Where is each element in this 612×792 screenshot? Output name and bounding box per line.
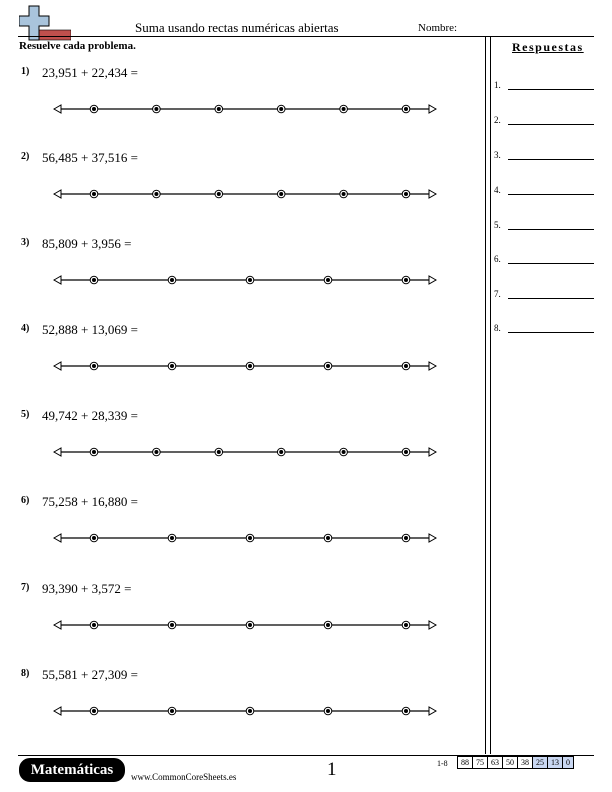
score-cell: 88	[458, 757, 473, 769]
answer-row-7	[494, 289, 594, 305]
problem-expression: 49,742 + 28,339 =	[42, 408, 138, 423]
problem-8	[0, 668, 480, 748]
instructions: Resuelve cada problema.	[19, 40, 136, 52]
number-line-point[interactable]	[90, 707, 98, 715]
problem-expression: 55,581 + 27,309 =	[42, 667, 138, 682]
left-arrow-icon	[54, 707, 61, 715]
answer-number: 2.	[494, 115, 501, 125]
right-arrow-icon	[429, 621, 436, 629]
number-line-point[interactable]	[90, 276, 98, 284]
open-number-line	[40, 528, 450, 548]
number-line-point[interactable]	[340, 190, 348, 198]
score-cell: 38	[518, 757, 533, 769]
left-arrow-icon	[54, 534, 61, 542]
number-line-point[interactable]	[402, 707, 410, 715]
problem-1	[0, 66, 480, 146]
open-number-line	[40, 270, 450, 290]
left-arrow-icon	[54, 276, 61, 284]
score-label: 1-8	[437, 759, 448, 768]
answer-blank[interactable]	[508, 124, 594, 125]
number-line-point[interactable]	[168, 621, 176, 629]
answer-blank[interactable]	[508, 298, 594, 299]
number-line-point[interactable]	[90, 534, 98, 542]
number-line-point[interactable]	[340, 105, 348, 113]
page-title: Suma usando rectas numéricas abiertas	[135, 20, 339, 35]
answer-row-5	[494, 220, 594, 236]
answer-blank[interactable]	[508, 159, 594, 160]
left-arrow-icon	[54, 190, 61, 198]
answer-blank[interactable]	[508, 263, 594, 264]
right-arrow-icon	[429, 362, 436, 370]
problem-4	[0, 323, 480, 403]
score-cell: 75	[473, 757, 488, 769]
problem-3	[0, 237, 480, 317]
score-table	[457, 756, 574, 769]
problem-expression: 75,258 + 16,880 =	[42, 494, 138, 509]
score-cell: 50	[503, 757, 518, 769]
score-cell: 25	[533, 757, 548, 769]
number-line-point[interactable]	[90, 190, 98, 198]
answer-blank[interactable]	[508, 229, 594, 230]
number-line-point[interactable]	[246, 621, 254, 629]
problem-expression: 56,485 + 37,516 =	[42, 150, 138, 165]
answer-number: 4.	[494, 185, 501, 195]
number-line-point[interactable]	[90, 621, 98, 629]
number-line-point[interactable]	[402, 534, 410, 542]
answer-row-1	[494, 80, 594, 96]
problem-number: 2)	[21, 151, 30, 162]
answer-number: 6.	[494, 254, 501, 264]
answer-number: 8.	[494, 323, 501, 333]
right-arrow-icon	[429, 105, 436, 113]
problem-5	[0, 409, 480, 489]
number-line-point[interactable]	[153, 190, 161, 198]
answer-blank[interactable]	[508, 194, 594, 195]
problem-number: 7)	[21, 582, 30, 593]
answer-row-8	[494, 323, 594, 339]
problem-expression: 85,809 + 3,956 =	[42, 236, 132, 251]
answer-number: 5.	[494, 220, 501, 230]
number-line-point[interactable]	[90, 362, 98, 370]
number-line-point[interactable]	[340, 448, 348, 456]
answer-row-2	[494, 115, 594, 131]
open-number-line	[40, 99, 450, 119]
answer-number: 3.	[494, 150, 501, 160]
left-arrow-icon	[54, 448, 61, 456]
number-line-point[interactable]	[246, 707, 254, 715]
answer-row-3	[494, 150, 594, 166]
number-line-point[interactable]	[277, 448, 285, 456]
problem-number: 6)	[21, 495, 30, 506]
right-arrow-icon	[429, 534, 436, 542]
number-line-point[interactable]	[324, 621, 332, 629]
problem-number: 1)	[21, 66, 30, 77]
problem-6	[0, 495, 480, 575]
number-line-point[interactable]	[246, 362, 254, 370]
number-line-point[interactable]	[402, 105, 410, 113]
answer-row-4	[494, 185, 594, 201]
number-line-point[interactable]	[277, 105, 285, 113]
number-line-point[interactable]	[168, 534, 176, 542]
open-number-line	[40, 615, 450, 635]
number-line-point[interactable]	[153, 105, 161, 113]
number-line-point[interactable]	[246, 276, 254, 284]
open-number-line	[40, 701, 450, 721]
score-cell: 13	[548, 757, 563, 769]
right-arrow-icon	[429, 707, 436, 715]
answer-number: 7.	[494, 289, 501, 299]
number-line-point[interactable]	[215, 105, 223, 113]
problem-number: 5)	[21, 409, 30, 420]
number-line-point[interactable]	[90, 448, 98, 456]
answer-blank[interactable]	[508, 89, 594, 90]
problem-expression: 23,951 + 22,434 =	[42, 65, 138, 80]
number-line-point[interactable]	[90, 105, 98, 113]
problem-expression: 52,888 + 13,069 =	[42, 322, 138, 337]
right-arrow-icon	[429, 190, 436, 198]
column-divider	[485, 36, 491, 754]
problem-7	[0, 582, 480, 662]
number-line-point[interactable]	[168, 707, 176, 715]
left-arrow-icon	[54, 362, 61, 370]
open-number-line	[40, 184, 450, 204]
header-rule	[18, 36, 594, 37]
right-arrow-icon	[429, 276, 436, 284]
number-line-point[interactable]	[153, 448, 161, 456]
site-url[interactable]: www.CommonCoreSheets.es	[131, 772, 237, 782]
answers-title: Respuestas	[512, 40, 584, 54]
number-line-point[interactable]	[324, 534, 332, 542]
brand-badge: Matemáticas	[19, 758, 125, 782]
right-arrow-icon	[429, 448, 436, 456]
problem-number: 3)	[21, 237, 30, 248]
problem-2	[0, 151, 480, 231]
left-arrow-icon	[54, 621, 61, 629]
problem-number: 8)	[21, 668, 30, 679]
problem-expression: 93,390 + 3,572 =	[42, 581, 132, 596]
answer-row-6	[494, 254, 594, 270]
number-line-point[interactable]	[215, 190, 223, 198]
open-number-line	[40, 442, 450, 462]
number-line-point[interactable]	[324, 707, 332, 715]
name-label: Nombre:	[418, 22, 458, 34]
score-cell: 63	[488, 757, 503, 769]
number-line-point[interactable]	[324, 276, 332, 284]
left-arrow-icon	[54, 105, 61, 113]
number-line-point[interactable]	[402, 362, 410, 370]
score-cell: 0	[563, 757, 574, 769]
number-line-point[interactable]	[402, 621, 410, 629]
answer-blank[interactable]	[508, 332, 594, 333]
open-number-line	[40, 356, 450, 376]
number-line-point[interactable]	[402, 276, 410, 284]
number-line-point[interactable]	[402, 190, 410, 198]
number-line-point[interactable]	[168, 362, 176, 370]
number-line-point[interactable]	[215, 448, 223, 456]
page-number: 1	[327, 759, 337, 780]
number-line-point[interactable]	[246, 534, 254, 542]
number-line-point[interactable]	[324, 362, 332, 370]
answer-number: 1.	[494, 80, 501, 90]
number-line-point[interactable]	[402, 448, 410, 456]
number-line-point[interactable]	[168, 276, 176, 284]
problem-number: 4)	[21, 323, 30, 334]
number-line-point[interactable]	[277, 190, 285, 198]
